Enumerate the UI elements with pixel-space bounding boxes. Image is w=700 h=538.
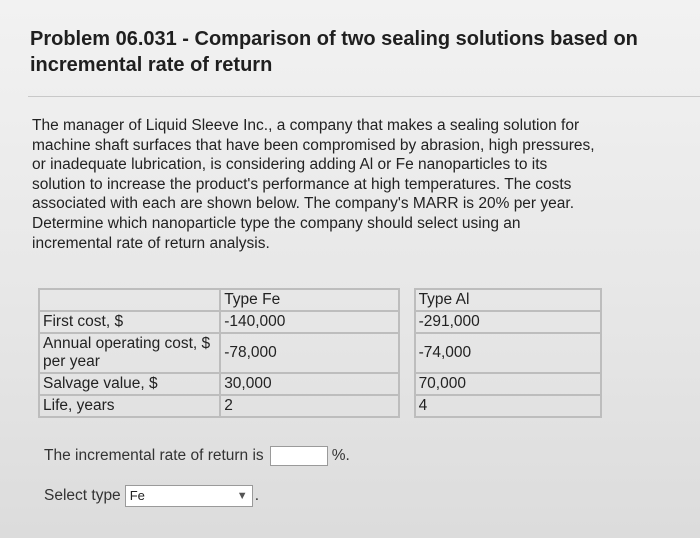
select-suffix: . (254, 487, 259, 504)
table-row (39, 311, 601, 333)
cost-table (38, 288, 602, 418)
al-value: -74,000 (415, 333, 601, 373)
irr-answer-row (44, 446, 350, 466)
irr-input[interactable] (270, 446, 328, 466)
irr-unit: %. (331, 447, 350, 464)
column-gap (399, 311, 415, 333)
problem-line: The manager of Liquid Sleeve Inc., a company that makes a sealing solution for (32, 117, 580, 134)
problem-line: solution to increase the product's performance at high temperatures. The costs (32, 175, 572, 193)
al-value: 70,000 (415, 373, 601, 395)
column-gap (399, 333, 415, 373)
problem-line: or inadequate lubrication, is considering adding Al or Fe nanoparticles to its (32, 156, 548, 174)
problem-statement (32, 116, 696, 253)
fe-value: -140,000 (220, 311, 399, 333)
problem-line: associated with each are shown below. The company's MARR is 20% per year. (32, 195, 575, 213)
header-type-fe: Type Fe (220, 289, 399, 311)
al-value: -291,000 (415, 311, 601, 333)
problem-title (30, 26, 700, 78)
divider (28, 96, 700, 97)
title-line-2: incremental rate of return (30, 54, 273, 76)
chevron-down-icon: ▼ (236, 490, 248, 502)
table-row (39, 373, 601, 395)
header-empty-cell (39, 289, 220, 311)
select-label: Select type (44, 487, 121, 504)
row-label: Salvage value, $ (39, 373, 220, 395)
problem-line: Determine which nanoparticle type the company should select using an (32, 214, 521, 232)
row-label: First cost, $ (39, 311, 220, 333)
row-label: Life, years (39, 395, 220, 417)
type-select[interactable] (125, 485, 253, 507)
column-gap (399, 395, 415, 417)
fe-value: 30,000 (220, 373, 399, 395)
table-row (39, 333, 601, 373)
select-value: Fe (129, 488, 145, 503)
fe-value: -78,000 (220, 333, 399, 373)
title-line-1: Problem 06.031 - Comparison of two sealing solutions based on (30, 28, 638, 50)
header-type-al: Type Al (415, 289, 601, 311)
al-value: 4 (415, 395, 601, 417)
problem-line: machine shaft surfaces that have been compromised by abrasion, high pressures, (32, 136, 595, 154)
table-header-row (39, 289, 601, 311)
type-select-row (44, 485, 259, 507)
row-label: Annual operating cost, $ per year (39, 333, 220, 373)
column-gap (399, 373, 415, 395)
table-row (39, 395, 601, 417)
problem-line: incremental rate of return analysis. (32, 234, 270, 252)
fe-value: 2 (220, 395, 399, 417)
irr-label: The incremental rate of return is (44, 447, 264, 464)
column-gap (399, 289, 415, 311)
